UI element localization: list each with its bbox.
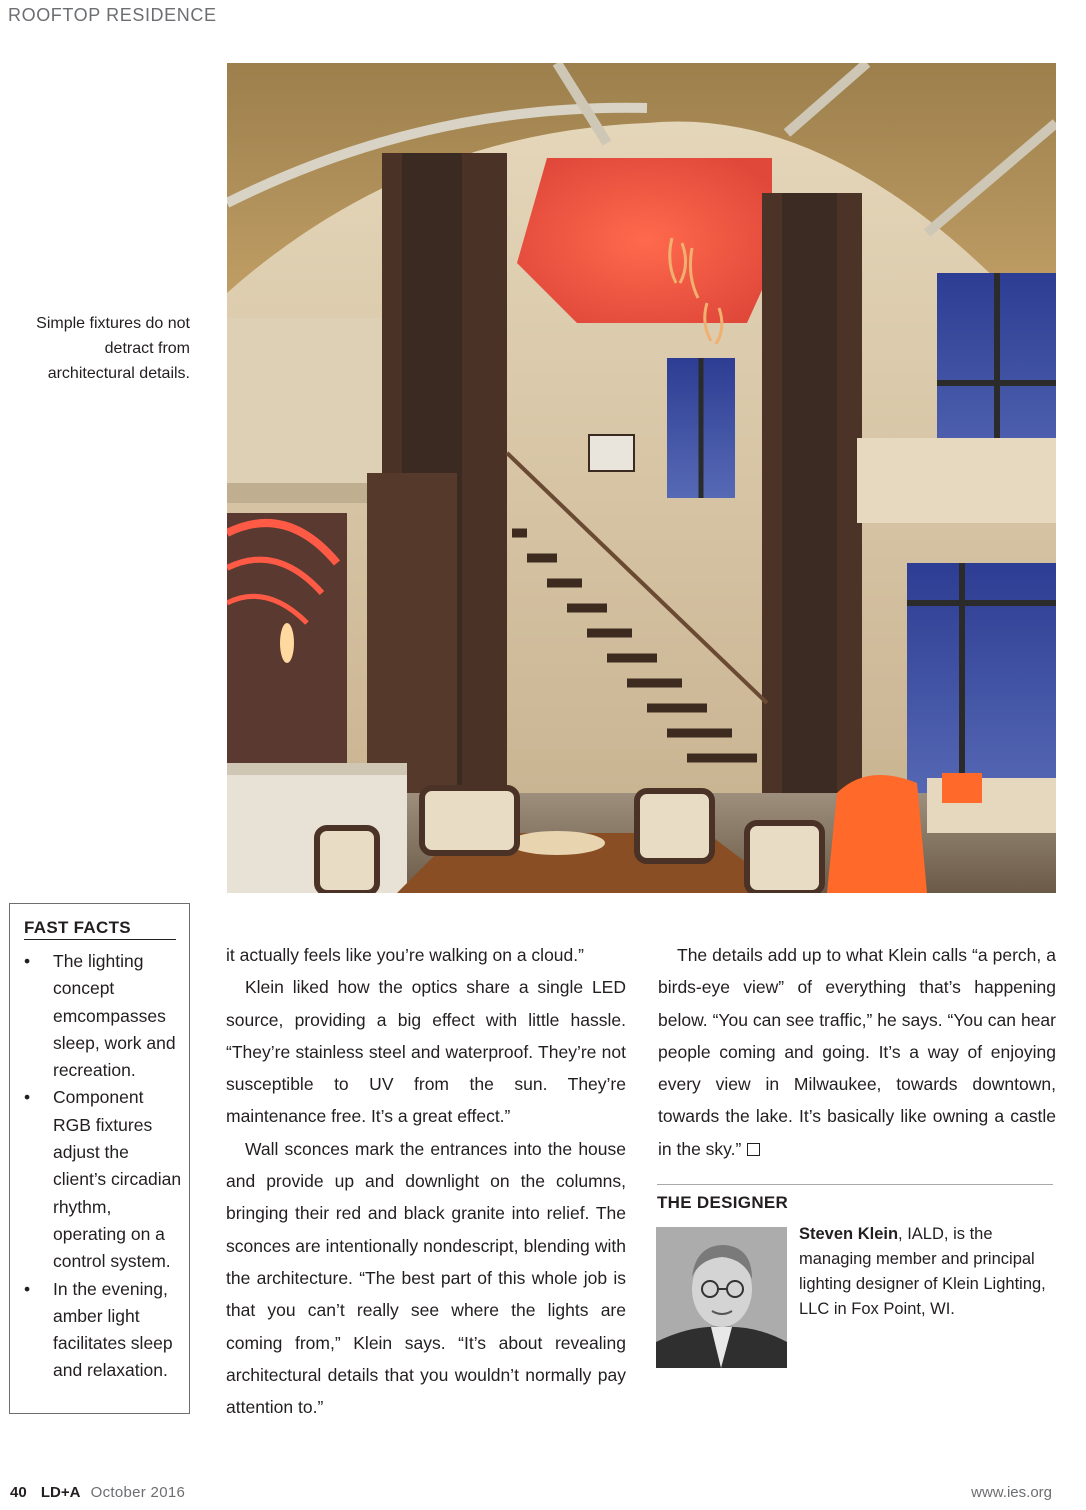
- photo-caption: Simple fixtures do not detract from architectural details.: [36, 315, 190, 382]
- fast-facts-title: FAST FACTS: [24, 918, 176, 940]
- fast-fact-text: Component RGB fixtures adjust the client’s circadian rhythm, operating on a control system.: [53, 1087, 182, 1272]
- article-column-2: [658, 939, 1056, 1165]
- article-paragraph: Wall sconces mark the entrances into the house and provide up and downlight on the columns, bringing their red and black granite into relief. The sconces are intentionally nondescript, blending with the architecture. “The best part of this whole job is that you can’t really see where the lights are coming from,” Klein says. “It’s about revealing architectural details that you wouldn’t normally pay attention to.”: [226, 1138, 626, 1418]
- bullet-icon: •: [24, 1087, 31, 1108]
- fast-facts-box: [9, 903, 190, 1414]
- footer-left: [10, 1484, 185, 1501]
- issue-date: October 2016: [90, 1484, 186, 1501]
- footer-url: www.ies.org: [971, 1484, 1052, 1501]
- fast-fact-text: The lighting concept emcompasses sleep, work and recreation.: [53, 951, 176, 1081]
- fast-facts-list: [10, 948, 185, 1385]
- bullet-icon: •: [24, 1278, 31, 1299]
- section-label: ROOFTOP RESIDENCE: [8, 5, 217, 25]
- article-paragraph: it actually feels like you’re walking on a cloud.”: [226, 945, 584, 965]
- portrait-photo-icon: [656, 1227, 787, 1368]
- list-item: [10, 1276, 185, 1385]
- list-item: [10, 948, 185, 1084]
- article-paragraph-text: The details add up to what Klein calls “a perch, a birds-eye view” of everything that’s happening below. “You can see traffic,” he says. “You can hear people coming and going. It’s a way of enjoying every view in Milwaukee, towards downtown, towards the lake. It’s basically like owning a castle in the sky.”: [658, 945, 1056, 1159]
- designer-title: THE DESIGNER: [657, 1193, 789, 1212]
- designer-divider: [657, 1184, 1053, 1185]
- article-paragraph-end: [658, 939, 1056, 1165]
- interior-photo-icon: [227, 63, 1056, 893]
- magazine-name: LD+A: [40, 1484, 81, 1501]
- page-number: 40: [10, 1484, 27, 1501]
- list-item: [10, 1084, 185, 1275]
- designer-name: Steven Klein: [799, 1225, 899, 1243]
- interior-photo: [227, 63, 1056, 893]
- bullet-icon: •: [24, 951, 31, 971]
- article-column-1: [226, 939, 626, 1423]
- article-paragraph: Klein liked how the optics share a single LED source, providing a big effect with little hassle. “They’re stainless steel and waterproof. They’re not susceptible to UV from the sun. They’re maintenance free. It’s a great effect.”: [226, 977, 626, 1127]
- end-mark-icon: [747, 1143, 760, 1156]
- fast-fact-text: In the evening, amber light facilitates sleep and relaxation.: [53, 1278, 173, 1381]
- designer-bio: [799, 1222, 1055, 1322]
- designer-bio-text: , IALD, is the managing member and principal lighting designer of Klein Lighting, LLC in Fox Point, WI.: [799, 1225, 1046, 1318]
- designer-portrait: [656, 1227, 787, 1368]
